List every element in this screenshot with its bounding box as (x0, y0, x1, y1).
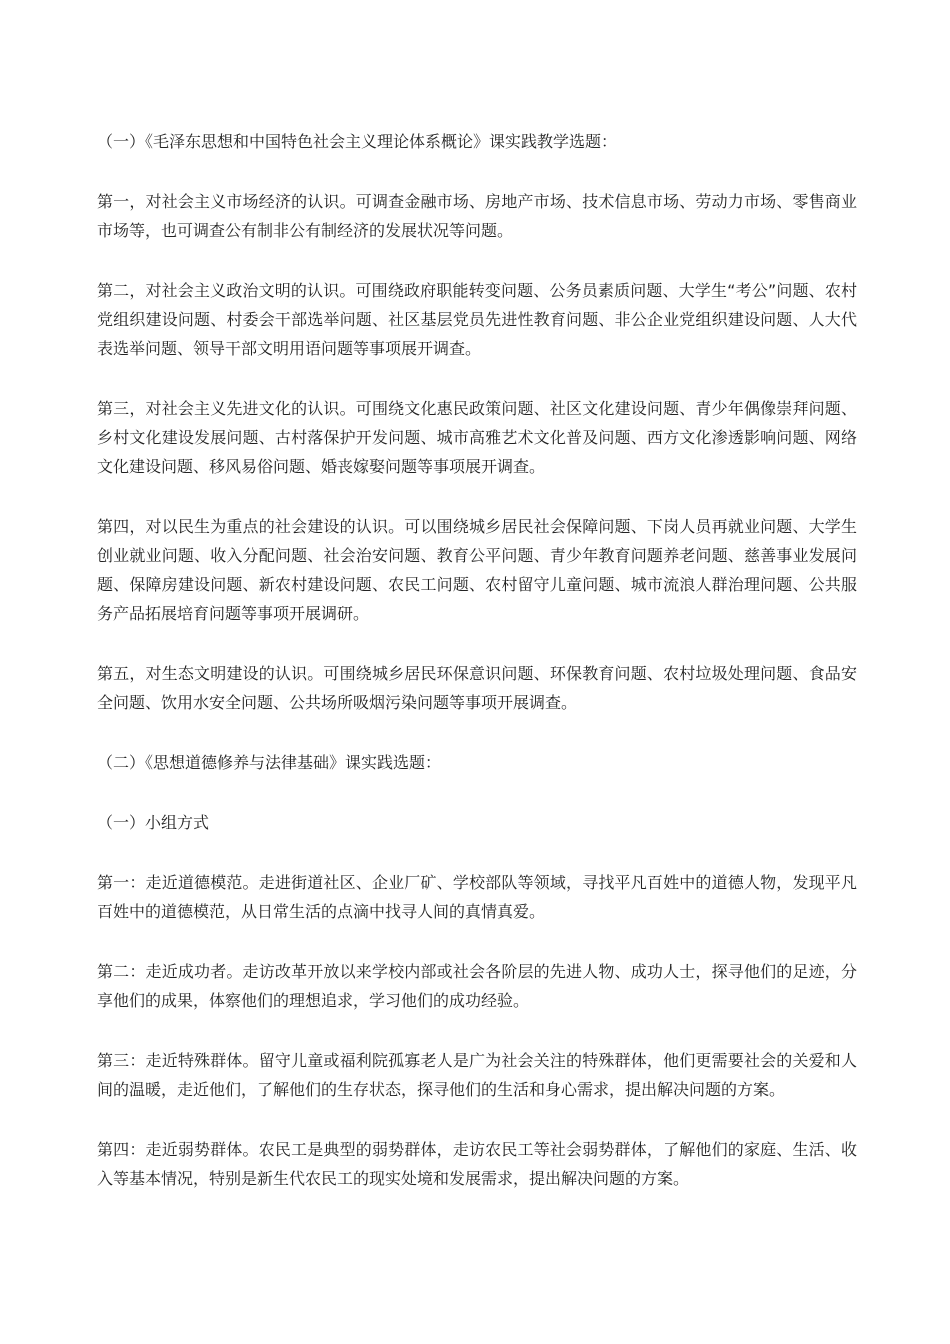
section1-item-1: 第一，对社会主义市场经济的认识。可调查金融市场、房地产市场、技术信息市场、劳动力市场、零售商业市场等，也可调查公有制非公有制经济的发展状况等问题。 (97, 192, 857, 240)
section2-heading: （二）《思想道德修养与法律基础》课实践选题： (97, 753, 442, 772)
section1-item-5: 第五，对生态文明建设的认识。可围绕城乡居民环保意识问题、环保教育问题、农村垃圾处理问题、食品安全问题、饮用水安全问题、公共场所吸烟污染问题等事项开展调查。 (97, 664, 857, 712)
section1-item-4: 第四，对以民生为重点的社会建设的认识。可以围绕城乡居民社会保障问题、下岗人员再就业问题、大学生创业就业问题、收入分配问题、社会治安问题、教育公平问题、青少年教育问题养老问题、慈善事业发展问题、保障房建设问题、新农村建设问题、农民工问题、农村留守儿童问题、城市流浪人群治理问题、公共服务产品拓展培育问题等事项开展调研。 (97, 517, 857, 623)
section2-item-3: 第三：走近特殊群体。留守儿童或福利院孤寡老人是广为社会关注的特殊群体，他们更需要社会的关爱和人间的温暖，走近他们，了解他们的生存状态，探寻他们的生活和身心需求，提出解决问题的方案。 (97, 1051, 857, 1099)
section2-item-1: 第一：走近道德模范。走进街道社区、企业厂矿、学校部队等领域，寻找平凡百姓中的道德人物，发现平凡百姓中的道德模范，从日常生活的点滴中找寻人间的真情真爱。 (97, 873, 857, 921)
subsection-heading: （一）小组方式 (97, 813, 210, 832)
section1-item-2: 第二，对社会主义政治文明的认识。可围绕政府职能转变问题、公务员素质问题、大学生“考公”问题、农村党组织建设问题、村委会干部选举问题、社区基层党员先进性教育问题、非公企业党组织建设问题、人大代表选举问题、领导干部文明用语问题等事项展开调查。 (97, 281, 857, 358)
section1-heading: （一）《毛泽东思想和中国特色社会主义理论体系概论》课实践教学选题： (97, 132, 618, 151)
section1-item-3: 第三，对社会主义先进文化的认识。可围绕文化惠民政策问题、社区文化建设问题、青少年偶像崇拜问题、乡村文化建设发展问题、古村落保护开发问题、城市高雅艺术文化普及问题、西方文化渗透影响问题、网络文化建设问题、移风易俗问题、婚丧嫁娶问题等事项展开调查。 (97, 399, 857, 476)
document-page (97, 127, 857, 1224)
section2-item-4: 第四：走近弱势群体。农民工是典型的弱势群体，走访农民工等社会弱势群体，了解他们的家庭、生活、收入等基本情况，特别是新生代农民工的现实处境和发展需求，提出解决问题的方案。 (97, 1140, 857, 1188)
section2-item-2: 第二：走近成功者。走访改革开放以来学校内部或社会各阶层的先进人物、成功人士，探寻他们的足迹，分享他们的成果，体察他们的理想追求，学习他们的成功经验。 (97, 962, 857, 1010)
